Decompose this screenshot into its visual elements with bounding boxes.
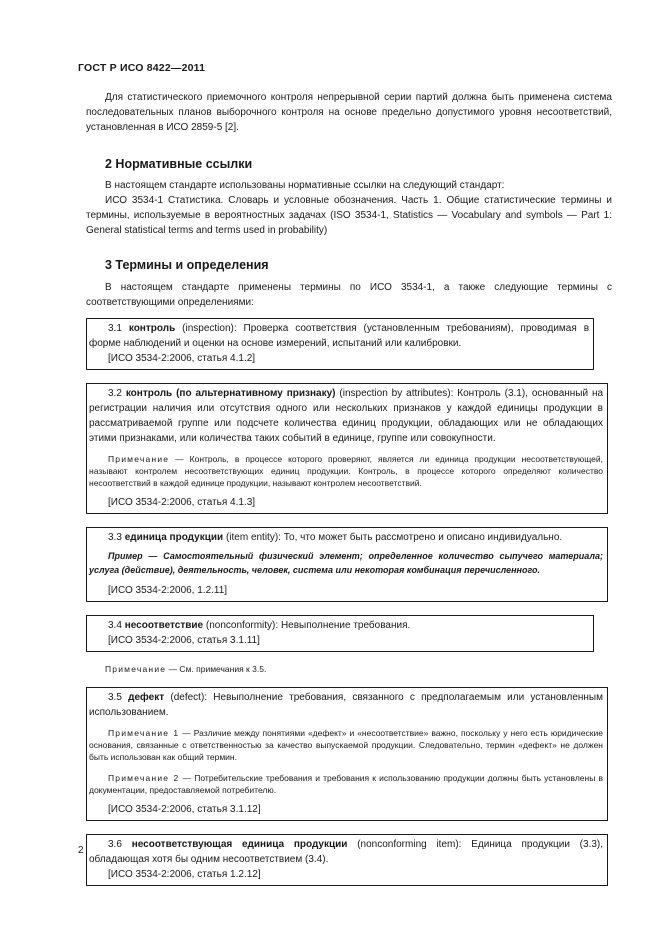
term-definition-text: Невыполнение требования, связанного с предполагаемым или установленным использованием. [89, 692, 603, 718]
term-box-3-2 [86, 383, 608, 514]
page-number: 2 [78, 845, 84, 856]
term-definition-text: Невыполнение требования. [280, 620, 411, 631]
term-name: несоответствующая единица продукции [131, 839, 348, 850]
term-3-5-note-2 [89, 772, 603, 796]
note-text: — Потребительские требования и требования к использованию продукции должны быть установлены в документации, предоставляемой потребителю. [89, 773, 603, 795]
term-english: (inspection by attributes): [339, 388, 454, 399]
term-number: 3.5 [108, 692, 122, 703]
term-source: [ИСО 3534-2:2006, 1.2.11] [108, 585, 228, 596]
term-box-3-6 [86, 834, 608, 886]
note-text: — См. примечания к 3.5. [166, 664, 267, 674]
term-box-3-5 [86, 687, 608, 821]
term-definition-text: Контроль (3.1), основанный на регистрации наличия или отсутствия одного или нескольких признаков у каждой единицы продукции в рассматриваемой группе или подсчете количества единиц продукции, обладающих или не обладающих этими признаками, или количества таких событий в единице, группе или совокупности. [89, 388, 604, 444]
term-number: 3.6 [108, 839, 122, 850]
intro-paragraph: Для статистического приемочного контроля непрерывной серии партий должна быть применена система последовательных планов выборочного контроля на основе предельно допустимого уровня несоответствий, установленная в ИСО 2859-5 [2]. [86, 92, 612, 133]
term-3-3-definition [89, 530, 603, 545]
document-code-header: ГОСТ Р ИСО 8422—2011 [78, 62, 206, 74]
note-label: Примечание 1 [108, 728, 180, 738]
term-name: контроль (по альтернативному признаку) [125, 388, 336, 399]
term-3-2-note [89, 453, 603, 489]
page-content [86, 90, 612, 886]
term-box-3-1 [86, 318, 594, 370]
term-number: 3.4 [108, 620, 122, 631]
term-3-4-note [86, 662, 612, 677]
note-text: — Различие между понятиями «дефект» и «несоответствие» важно, поскольку у него есть юридические основания, связанные с ответственностью за качество выпускаемой продукции. Следовательно, термин «дефект» не должен быть использован как общий термин. [89, 728, 603, 762]
term-english: (nonconforming item): [357, 839, 462, 850]
term-definition-text: Проверка соответствия (установленным требованиям), проводимая в форме наблюдений и оценки на основе измерений, испытаний или калибровки. [89, 323, 590, 349]
term-name: дефект [128, 692, 165, 703]
term-3-3-example: Пример — Самостоятельный физический элемент; определенное количество сыпучего материала; услуга (действие), деятельность, человек, система или некоторая комбинация перечисленного. [89, 551, 603, 575]
note-text: — Контроль, в процессе которого проверяют, является ли единица продукции несоответствующей, называют контролем несоответствующих единиц продукции. Контроль, в процессе которого определяют количество несоответствий в каждой единице продукции, называют контролем несоответствий. [89, 454, 603, 488]
term-3-4-definition [89, 618, 589, 633]
term-box-3-3 [86, 527, 608, 602]
note-label: Примечание [105, 664, 167, 674]
term-3-6-definition [89, 837, 603, 867]
section-2-paragraph-2: ИСО 3534-1 Статистика. Словарь и условные обозначения. Часть 1. Общие статистические термины и термины, используемые в вероятностных задачах (ISO 3534-1, Statistics — Vocabulary and symbols — Part 1: General statistical terms and terms used in probability) [86, 195, 612, 236]
term-english: (nonconformity): [205, 620, 279, 631]
term-source: [ИСО 3534-2:2006, статья 4.1.3] [108, 497, 256, 508]
term-source: [ИСО 3534-2:2006, статья 3.1.12] [108, 804, 261, 815]
term-name: несоответствие [124, 620, 204, 631]
term-source: [ИСО 3534-2:2006, статья 3.1.11] [108, 635, 260, 646]
term-name: единица продукции [124, 532, 224, 543]
term-number: 3.3 [108, 532, 122, 543]
term-3-2-definition [89, 386, 603, 446]
section-3-heading: 3 Термины и определения [105, 258, 269, 272]
note-label: Примечание [108, 454, 170, 464]
term-english: (defect): [170, 692, 208, 703]
term-source: [ИСО 3534-2:2006, статья 1.2.12] [108, 869, 261, 880]
term-3-5-note-1 [89, 727, 603, 763]
term-source: [ИСО 3534-2:2006, статья 4.1.2] [108, 353, 256, 364]
section-2-heading: 2 Нормативные ссылки [105, 157, 253, 171]
term-english: (inspection): [182, 323, 237, 334]
term-number: 3.2 [108, 388, 122, 399]
section-3-intro: В настоящем стандарте применены термины по ИСО 3534-1, а также следующие термины с соответствующими определениями: [86, 282, 612, 308]
term-english: (item entity): [225, 532, 281, 543]
term-definition-text: То, что может быть рассмотрено и описано индивидуально. [283, 532, 563, 543]
term-name: контроль [128, 323, 176, 334]
term-number: 3.1 [108, 323, 122, 334]
note-label: Примечание 2 [108, 773, 180, 783]
section-2-paragraph-1: В настоящем стандарте использованы нормативные ссылки на следующий стандарт: [105, 180, 505, 191]
term-box-3-4 [86, 615, 594, 652]
term-definition-text: Единица продукции (3.3), обладающая хотя бы одним несоответствием (3.4). [89, 839, 604, 865]
term-3-1-definition [89, 321, 589, 351]
term-3-5-definition [89, 690, 603, 720]
